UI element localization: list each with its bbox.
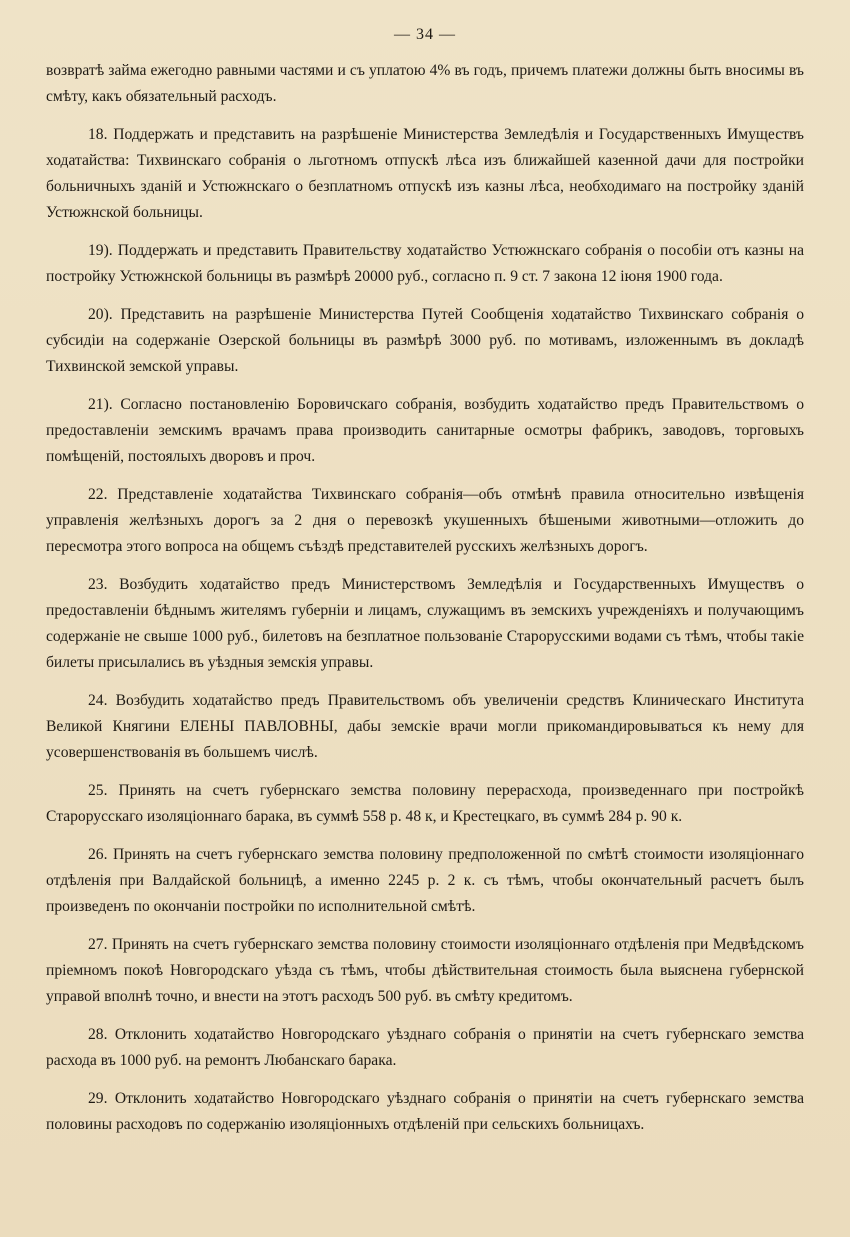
paragraph-20: 20). Представить на разрѣшеніе Министерства Путей Сообщенія ходатайство Тихвинскаго собранія о субсидіи на содержаніе Озерской больницы въ размѣрѣ 3000 руб. по мотивамъ, изложеннымъ въ докладѣ Тихвинской земской управы. — [46, 306, 804, 375]
paragraph-29: 29. Отклонить ходатайство Новгородскаго уѣзднаго собранія о принятіи на счетъ губернскаго земства половины расходовъ по содержанію изоляціонныхъ отдѣленій при сельскихъ больницахъ. — [46, 1090, 804, 1133]
page-number: — 34 — — [394, 26, 456, 43]
paragraph-23: 23. Возбудить ходатайство предъ Министерствомъ Земледѣлія и Государственныхъ Имуществъ о предоставленіи бѣднымъ жителямъ губерніи и лицамъ, служащимъ въ земскихъ учрежденіяхъ и получающимъ содержаніе не свыше 1000 руб., билетовъ на безплатное пользованіе Старорусскими водами съ тѣмъ, чтобы такіе билеты присылались въ уѣздныя земскія управы. — [46, 576, 804, 671]
paragraph-19: 19). Поддержать и представить Правительству ходатайство Устюжнскаго собранія о пособіи отъ казны на постройку Устюжнской больницы въ размѣрѣ 20000 руб., согласно п. 9 ст. 7 закона 12 іюня 1900 года. — [46, 242, 804, 285]
paragraph-28: 28. Отклонить ходатайство Новгородскаго уѣзднаго собранія о принятіи на счетъ губернскаго земства расхода въ 1000 руб. на ремонтъ Любанскаго барака. — [46, 1026, 804, 1069]
paragraph-continuation: возвратѣ займа ежегодно равными частями и съ уплатою 4% въ годъ, причемъ платежи должны быть вносимы въ смѣту, какъ обязательный расходъ. — [46, 62, 804, 105]
paragraph-27: 27. Принять на счетъ губернскаго земства половину стоимости изоляціоннаго отдѣленія при Медвѣдскомъ пріемномъ покоѣ Новгородскаго уѣзда съ тѣмъ, чтобы дѣйствительная стоимость была выяснена губернской управой вполнѣ точно, и внести на этотъ расходъ 500 руб. въ смѣту кредитомъ. — [46, 936, 804, 1005]
paragraph-18: 18. Поддержать и представить на разрѣшеніе Министерства Земледѣлія и Государственныхъ Имуществъ ходатайства: Тихвинскаго собранія о льготномъ отпускѣ лѣса изъ ближайшей казенной дачи для постройки больничныхъ зданій и Устюжнскаго о безплатномъ отпускѣ изъ казны лѣса, необходимаго на постройку зданій Устюжнской больницы. — [46, 126, 804, 221]
paragraph-26: 26. Принять на счетъ губернскаго земства половину предположенной по смѣтѣ стоимости изоляціоннаго отдѣленія при Валдайской больницѣ, а именно 2245 р. 2 к. съ тѣмъ, чтобы окончательный расчетъ былъ произведенъ по окончаніи постройки по исполнительной смѣтѣ. — [46, 846, 804, 915]
paragraph-22: 22. Представленіе ходатайства Тихвинскаго собранія—объ отмѣнѣ правила относительно извѣщенія управленія желѣзныхъ дорогъ за 2 дня о перевозкѣ укушенныхъ бѣшеными животными—отложить до пересмотра этого вопроса на общемъ съѣздѣ представителей русскихъ желѣзныхъ дорогъ. — [46, 486, 804, 555]
paragraph-24: 24. Возбудить ходатайство предъ Правительствомъ объ увеличеніи средствъ Клиническаго Института Великой Княгини ЕЛЕНЫ ПАВЛОВНЫ, дабы земскіе врачи могли прикомандировываться къ нему для усовершенствованія въ большемъ числѣ. — [46, 692, 804, 761]
paragraph-25: 25. Принять на счетъ губернскаго земства половину перерасхода, произведеннаго при постройкѣ Старорусскаго изоляціоннаго барака, въ суммѣ 558 р. 48 к, и Крестецкаго, въ суммѣ 284 р. 90 к. — [46, 782, 804, 825]
paragraph-21: 21). Согласно постановленію Боровичскаго собранія, возбудить ходатайство предъ Правительствомъ о предоставленіи земскимъ врачамъ права производить санитарные осмотры фабрикъ, заводовъ, торговыхъ помѣщеній, постоялыхъ дворовъ и проч. — [46, 396, 804, 465]
